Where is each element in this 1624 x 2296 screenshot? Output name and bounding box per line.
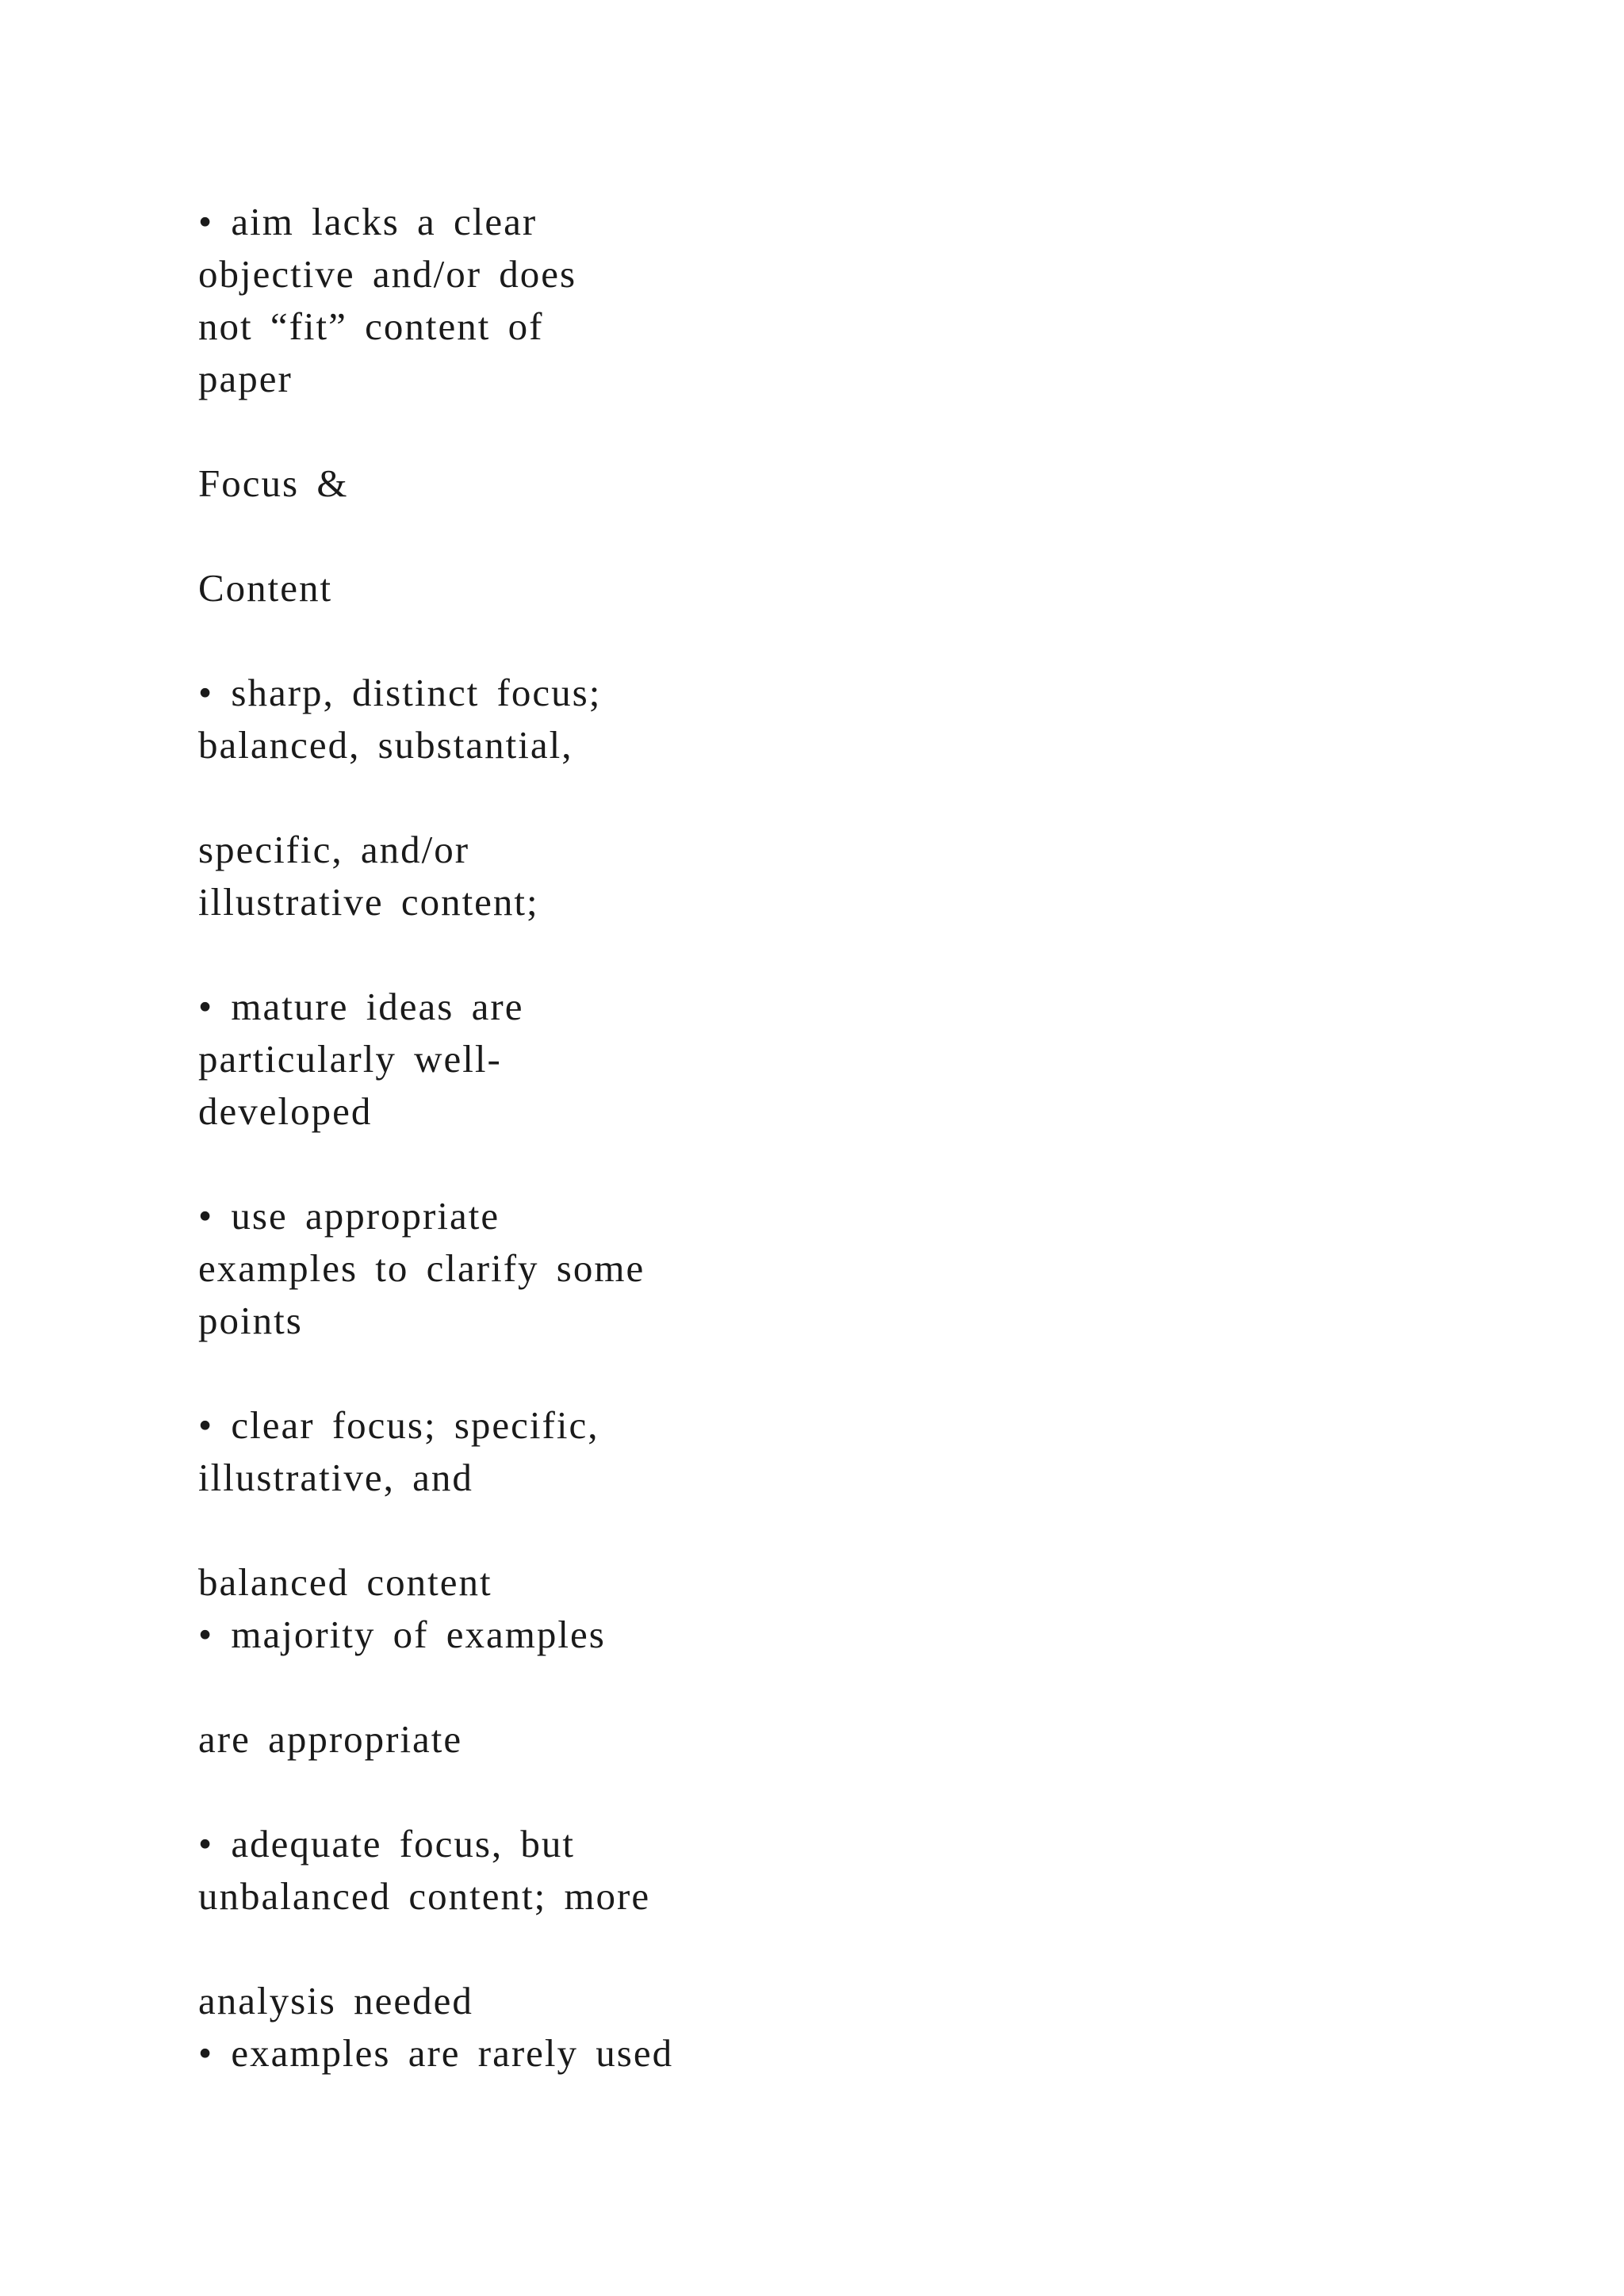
text-line: illustrative, and (198, 1456, 473, 1499)
text-line: • mature ideas are (198, 985, 524, 1028)
text-line: balanced, substantial, (198, 723, 573, 767)
text-line: points (198, 1299, 303, 1342)
section-heading: Content (198, 566, 333, 610)
text-line: • adequate focus, but (198, 1822, 576, 1866)
text-line: examples to clarify some (198, 1246, 645, 1290)
text-line: not “fit” content of (198, 304, 544, 348)
text-line: paper (198, 357, 293, 400)
text-line: illustrative content; (198, 880, 539, 924)
text-line: balanced content (198, 1560, 492, 1604)
text-line: • sharp, distinct focus; (198, 671, 602, 714)
section-heading: Focus & (198, 461, 349, 505)
text-line: objective and/or does (198, 252, 577, 296)
text-line: analysis needed (198, 1979, 473, 2022)
text-line: are appropriate (198, 1717, 463, 1761)
text-line: • aim lacks a clear (198, 200, 538, 243)
text-line: • examples are rarely used (198, 2031, 674, 2075)
text-line: • majority of examples (198, 1613, 606, 1656)
text-line: developed (198, 1089, 373, 1133)
text-line: specific, and/or (198, 828, 470, 871)
text-line: unbalanced content; more (198, 1874, 651, 1918)
text-line: • clear focus; specific, (198, 1403, 599, 1447)
text-line: particularly well- (198, 1037, 502, 1081)
text-line: • use appropriate (198, 1194, 500, 1238)
